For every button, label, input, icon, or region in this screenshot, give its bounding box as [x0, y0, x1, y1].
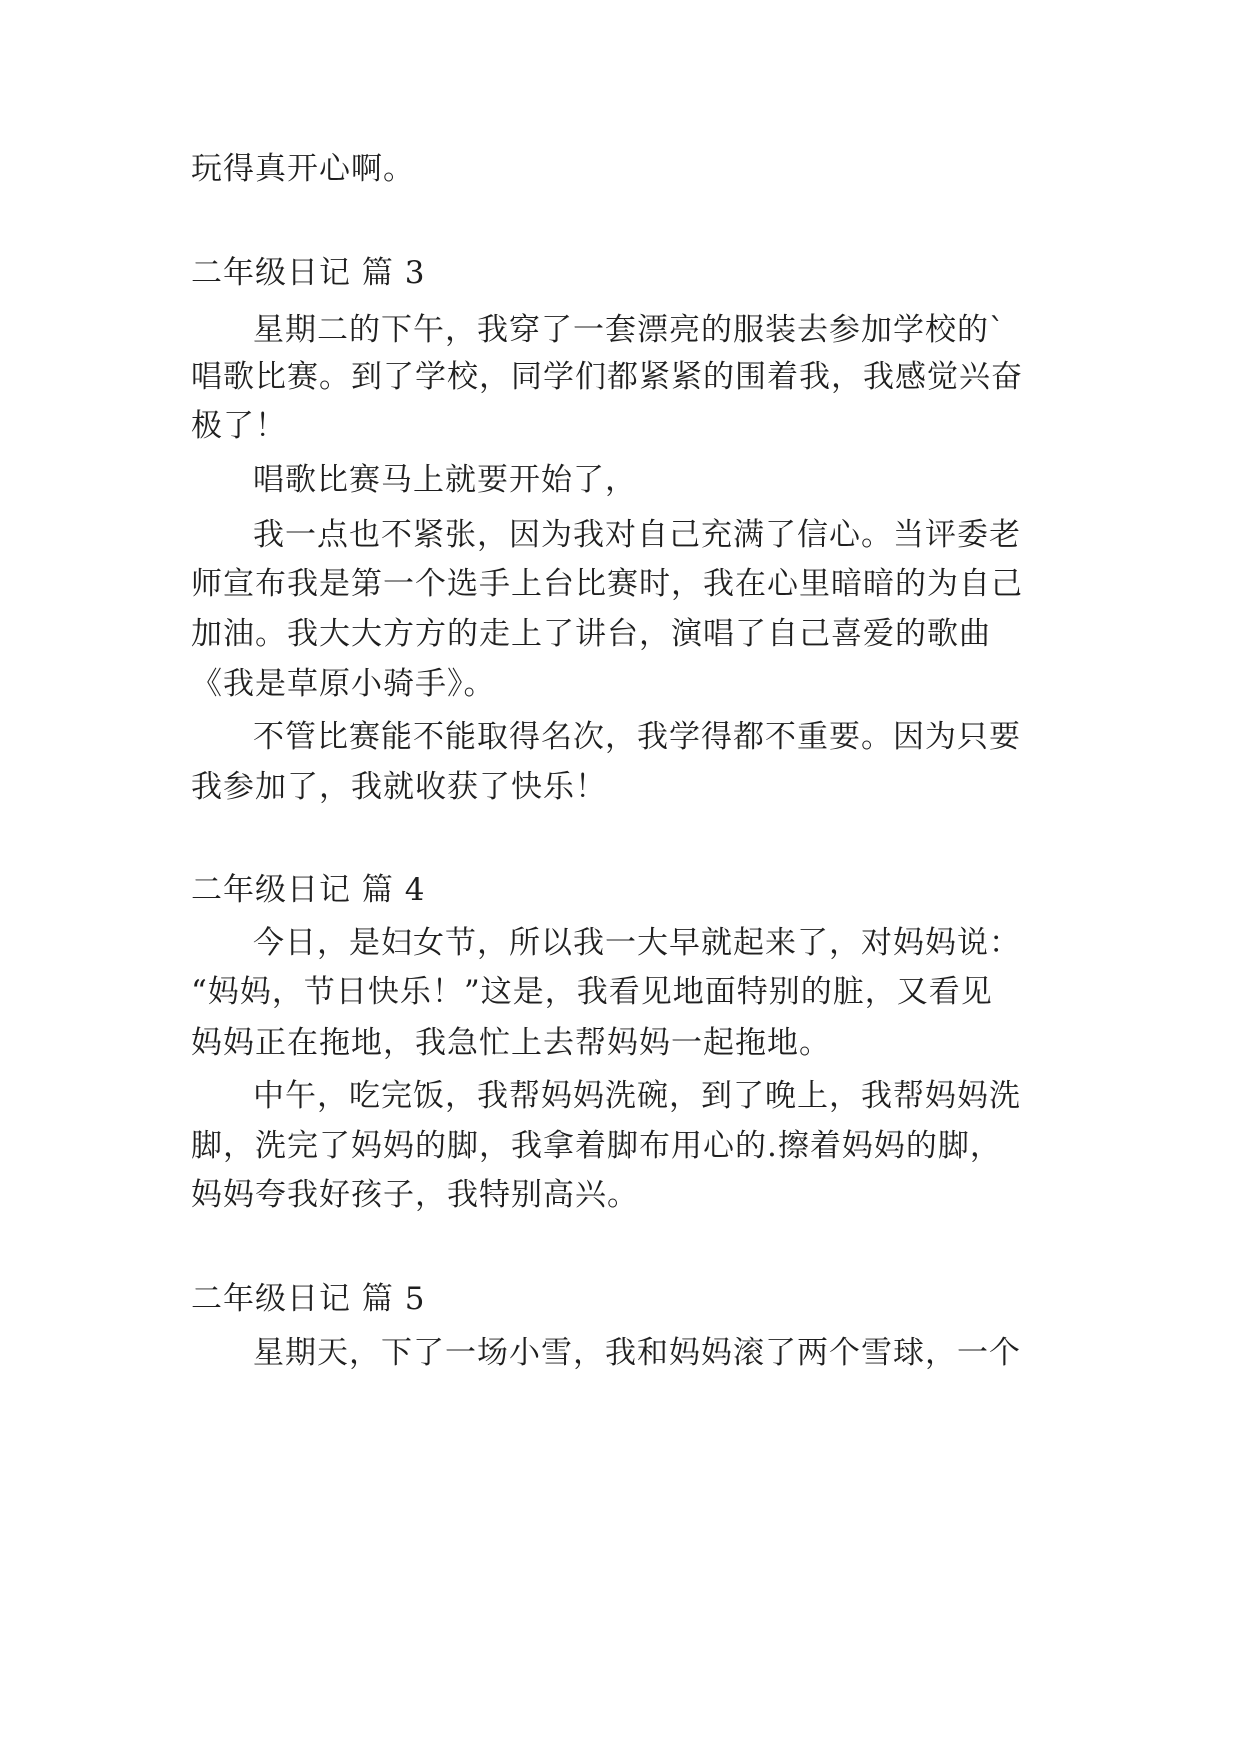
body-line: 唱歌比赛。到了学校，同学们都紧紧的围着我，我感觉兴奋	[191, 359, 1023, 395]
section-heading: 二年级日记 篇 4	[191, 872, 426, 908]
section-heading: 二年级日记 篇 5	[191, 1281, 426, 1317]
body-line: 脚，洗完了妈妈的脚，我拿着脚布用心的.擦着妈妈的脚，	[191, 1128, 1002, 1164]
body-line: 玩得真开心啊。	[191, 151, 415, 187]
paragraph-line: 不管比赛能不能取得名次，我学得都不重要。因为只要	[253, 719, 1021, 755]
body-line: 极了！	[191, 408, 287, 444]
paragraph-line: 星期天，下了一场小雪，我和妈妈滚了两个雪球，一个	[253, 1335, 1021, 1371]
body-line: 师宣布我是第一个选手上台比赛时，我在心里暗暗的为自己	[191, 566, 1023, 602]
body-line: “妈妈，节日快乐！”这是，我看见地面特别的脏，又看见	[191, 974, 993, 1010]
body-line: 妈妈正在拖地，我急忙上去帮妈妈一起拖地。	[191, 1025, 831, 1061]
body-line: 妈妈夸我好孩子，我特别高兴。	[191, 1177, 639, 1213]
paragraph-line: 星期二的下午，我穿了一套漂亮的服装去参加学校的`	[253, 312, 1006, 348]
paragraph-line: 我一点也不紧张，因为我对自己充满了信心。当评委老	[253, 517, 1021, 553]
section-heading: 二年级日记 篇 3	[191, 255, 426, 291]
paragraph-line: 唱歌比赛马上就要开始了，	[253, 462, 637, 498]
body-line: 我参加了，我就收获了快乐！	[191, 769, 607, 805]
paragraph-line: 中午，吃完饭，我帮妈妈洗碗，到了晚上，我帮妈妈洗	[253, 1078, 1021, 1114]
paragraph-line: 今日，是妇女节，所以我一大早就起来了，对妈妈说：	[253, 925, 1021, 961]
body-line: 加油。我大大方方的走上了讲台，演唱了自己喜爱的歌曲	[191, 616, 991, 652]
body-line: 《我是草原小骑手》。	[191, 666, 496, 702]
